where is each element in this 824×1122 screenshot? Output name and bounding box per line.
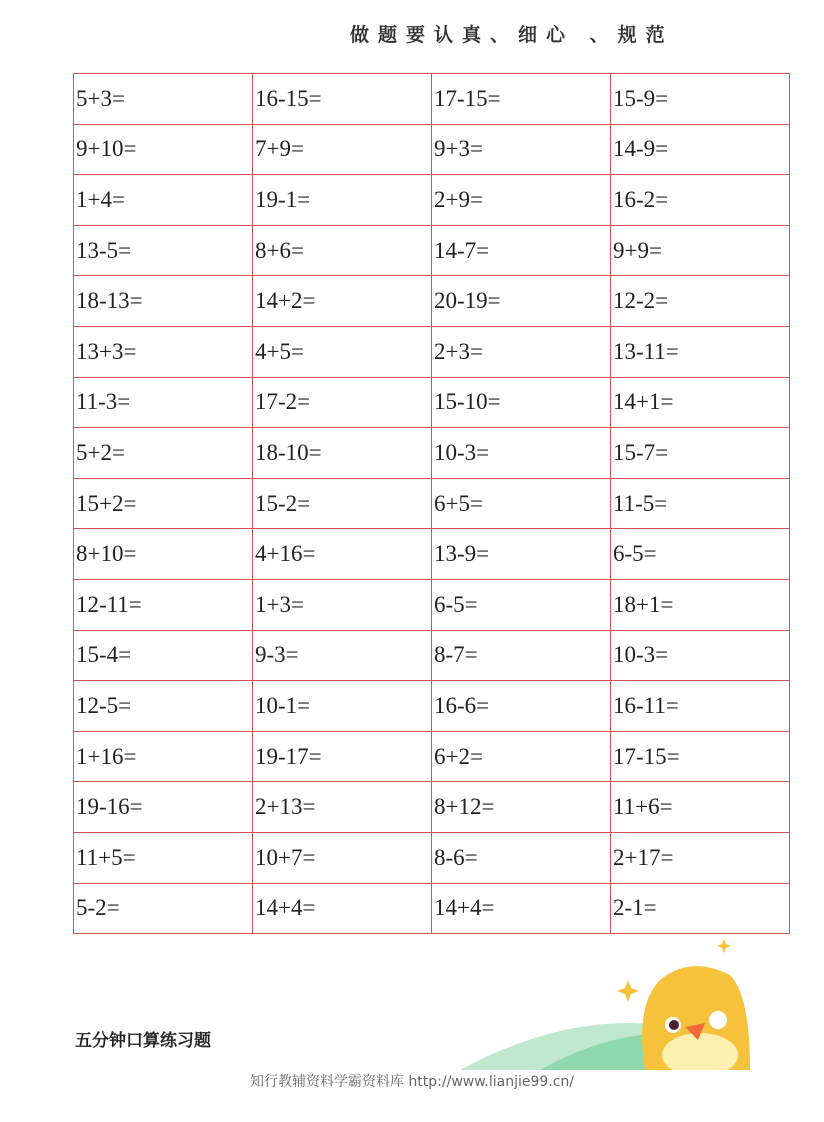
problem-cell: 12-5=	[74, 681, 253, 732]
problem-cell: 4+5=	[253, 326, 432, 377]
problem-cell: 11+6=	[611, 782, 790, 833]
table-row	[74, 579, 790, 630]
problem-cell: 17-15=	[611, 731, 790, 782]
sparkle-icon	[717, 939, 731, 953]
table-row	[74, 681, 790, 732]
problem-cell: 8+6=	[253, 225, 432, 276]
problem-cell: 18-13=	[74, 276, 253, 327]
problem-cell: 20-19=	[432, 276, 611, 327]
problem-cell: 2+9=	[432, 175, 611, 226]
problem-cell: 10+7=	[253, 832, 432, 883]
problem-cell: 13+3=	[74, 326, 253, 377]
problem-cell: 17-2=	[253, 377, 432, 428]
problem-cell: 4+16=	[253, 529, 432, 580]
problem-cell: 17-15=	[432, 74, 611, 125]
problem-cell: 1+16=	[74, 731, 253, 782]
problem-cell: 15-4=	[74, 630, 253, 681]
arithmetic-table	[73, 73, 790, 934]
problem-cell: 16-15=	[253, 74, 432, 125]
problem-cell: 2-1=	[611, 883, 790, 934]
table-row	[74, 883, 790, 934]
problem-cell: 1+3=	[253, 579, 432, 630]
problem-cell: 1+4=	[74, 175, 253, 226]
table-row	[74, 326, 790, 377]
problem-cell: 2+13=	[253, 782, 432, 833]
problem-cell: 13-11=	[611, 326, 790, 377]
problem-cell: 6+2=	[432, 731, 611, 782]
problem-cell: 7+9=	[253, 124, 432, 175]
problem-cell: 15+2=	[74, 478, 253, 529]
problem-cell: 14+1=	[611, 377, 790, 428]
problem-cell: 9+3=	[432, 124, 611, 175]
table-row	[74, 428, 790, 479]
problem-cell: 16-2=	[611, 175, 790, 226]
problem-cell: 19-17=	[253, 731, 432, 782]
motto-header: 做题要认真、细心 、规范	[350, 24, 674, 46]
problem-cell: 2+3=	[432, 326, 611, 377]
problem-cell: 15-2=	[253, 478, 432, 529]
problem-cell: 9+10=	[74, 124, 253, 175]
problem-cell: 15-7=	[611, 428, 790, 479]
table-row	[74, 124, 790, 175]
problem-cell: 13-9=	[432, 529, 611, 580]
sparkle-icon	[617, 980, 639, 1002]
table-row	[74, 478, 790, 529]
problem-cell: 16-6=	[432, 681, 611, 732]
problem-cell: 8-6=	[432, 832, 611, 883]
table-row	[74, 782, 790, 833]
problem-cell: 6+5=	[432, 478, 611, 529]
problem-cell: 11-3=	[74, 377, 253, 428]
problem-cell: 11-5=	[611, 478, 790, 529]
problem-cell: 5+2=	[74, 428, 253, 479]
problem-cell: 11+5=	[74, 832, 253, 883]
problem-cell: 13-5=	[74, 225, 253, 276]
problem-cell: 10-3=	[432, 428, 611, 479]
problem-cell: 14-9=	[611, 124, 790, 175]
problem-cell: 14+4=	[253, 883, 432, 934]
problem-cell: 6-5=	[432, 579, 611, 630]
table-row	[74, 74, 790, 125]
problem-cell: 5-2=	[74, 883, 253, 934]
problem-cell: 6-5=	[611, 529, 790, 580]
table-row	[74, 630, 790, 681]
problem-cell: 18+1=	[611, 579, 790, 630]
table-row	[74, 529, 790, 580]
chick-mascot-illustration	[460, 935, 760, 1070]
table-row	[74, 377, 790, 428]
problem-cell: 14+4=	[432, 883, 611, 934]
problem-cell: 18-10=	[253, 428, 432, 479]
problem-cell: 8+12=	[432, 782, 611, 833]
problem-cell: 8+10=	[74, 529, 253, 580]
problem-cell: 16-11=	[611, 681, 790, 732]
problem-cell: 10-1=	[253, 681, 432, 732]
worksheet-title: 五分钟口算练习题	[75, 1031, 211, 1051]
problem-cell: 14+2=	[253, 276, 432, 327]
table-row	[74, 276, 790, 327]
problem-cell: 8-7=	[432, 630, 611, 681]
problem-cell: 2+17=	[611, 832, 790, 883]
table-row	[74, 225, 790, 276]
problem-cell: 12-11=	[74, 579, 253, 630]
problem-cell: 5+3=	[74, 74, 253, 125]
table-row	[74, 731, 790, 782]
table-row	[74, 832, 790, 883]
table-row	[74, 175, 790, 226]
problem-cell: 10-3=	[611, 630, 790, 681]
problem-cell: 14-7=	[432, 225, 611, 276]
problem-cell: 19-1=	[253, 175, 432, 226]
problem-cell: 15-10=	[432, 377, 611, 428]
source-credit: 知行教辅资料学霸资料库 http://www.lianjie99.cn/	[249, 1074, 575, 1090]
problem-cell: 15-9=	[611, 74, 790, 125]
problem-cell: 19-16=	[74, 782, 253, 833]
problem-cell: 9+9=	[611, 225, 790, 276]
problem-cell: 9-3=	[253, 630, 432, 681]
problem-cell: 12-2=	[611, 276, 790, 327]
